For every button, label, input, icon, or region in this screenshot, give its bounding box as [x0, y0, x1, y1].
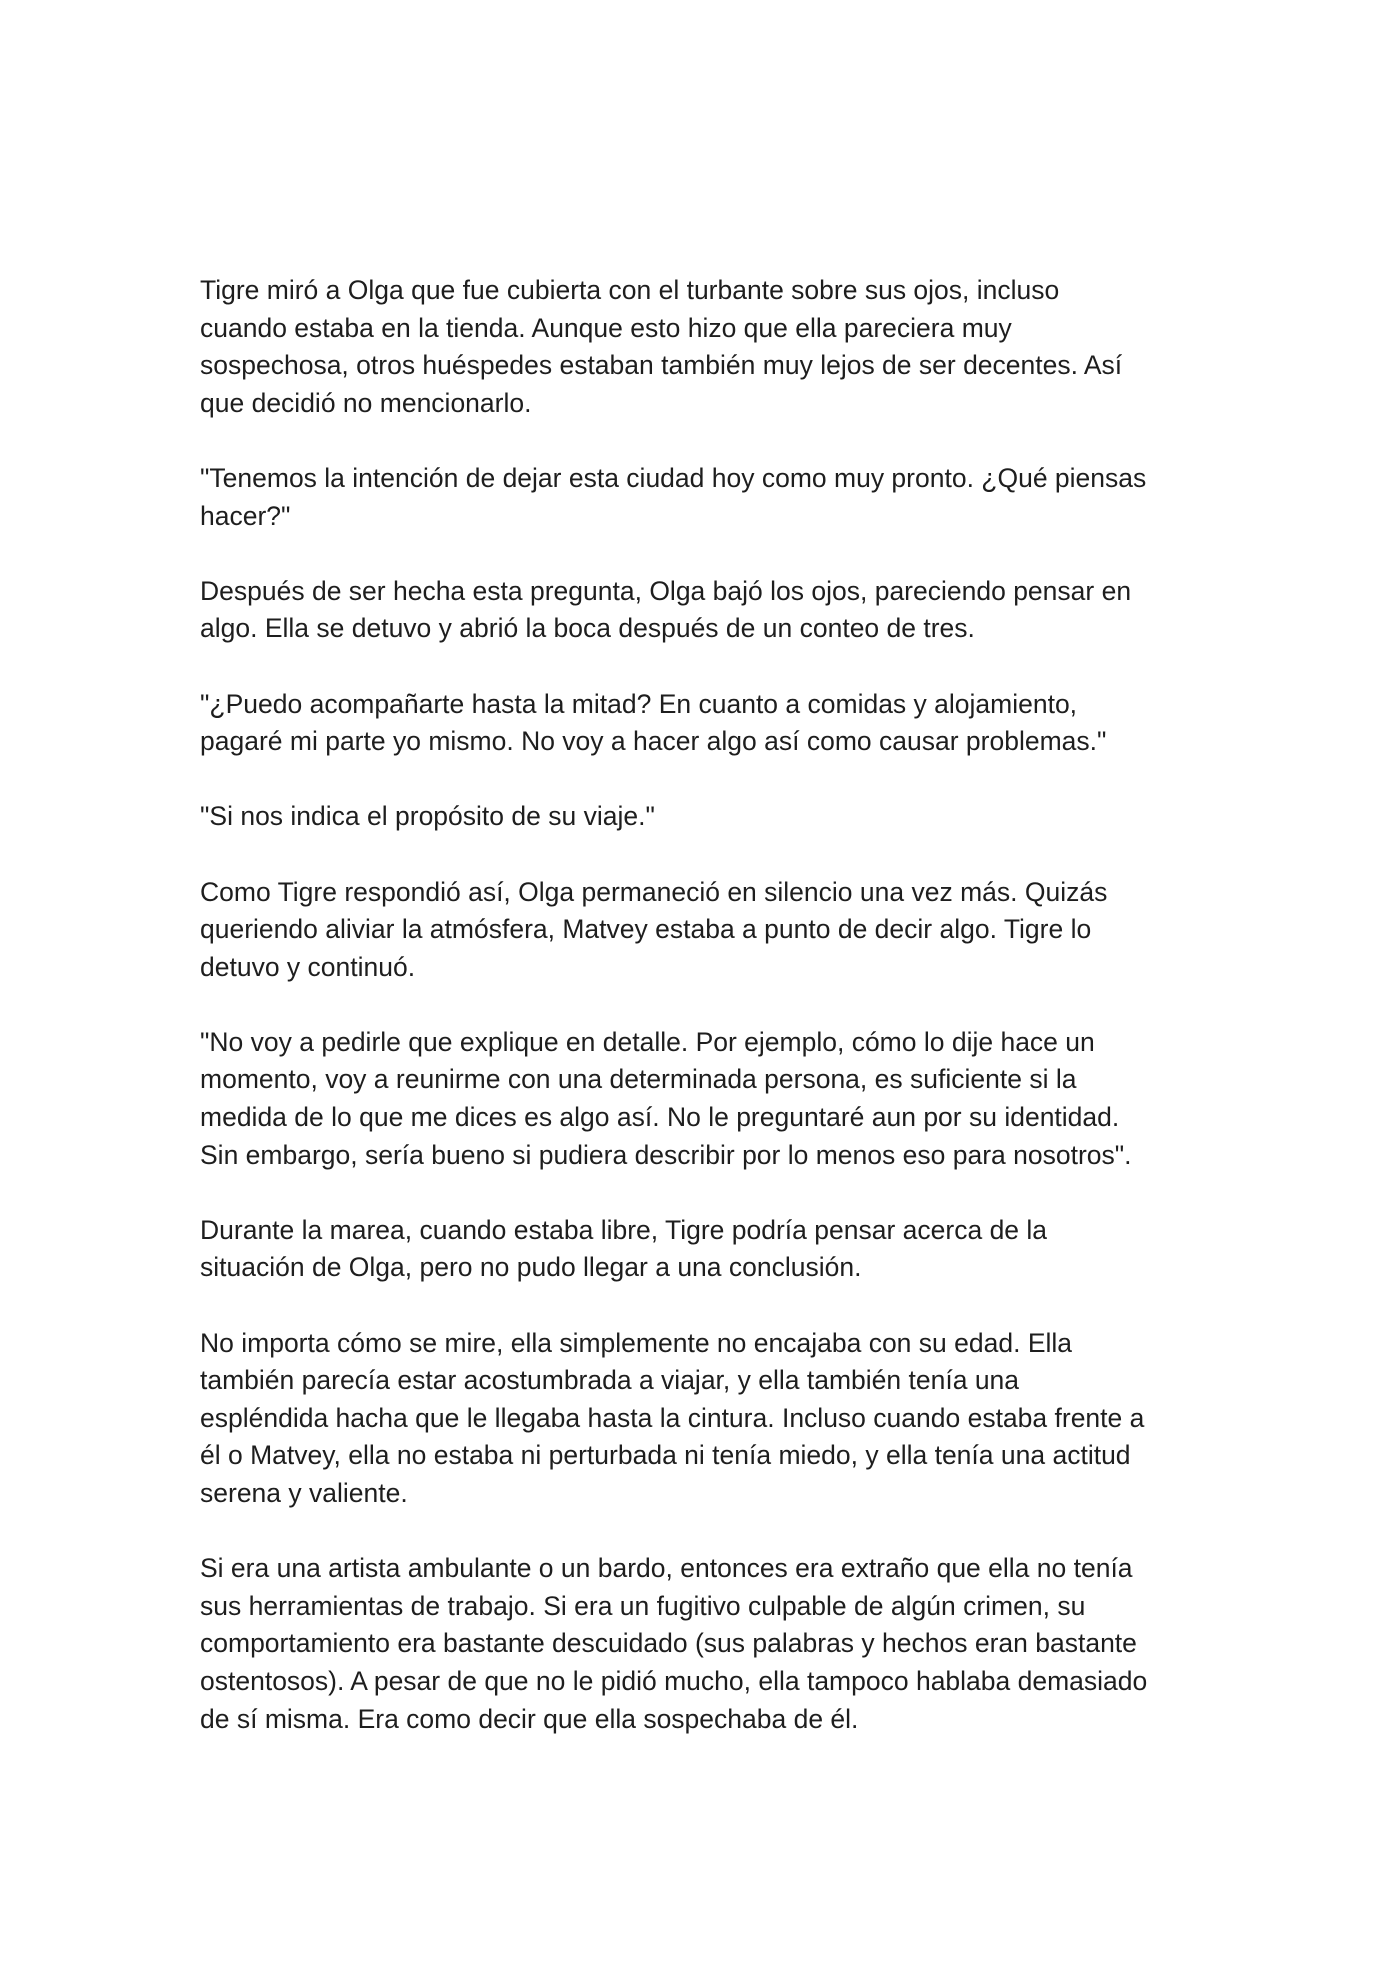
paragraph-3: Después de ser hecha esta pregunta, Olga bajó los ojos, pareciendo pensar en algo. Ella se detuvo y abrió la boca después de un conteo de tres. — [200, 575, 1132, 644]
paragraph-5: "Si nos indica el propósito de su viaje." — [200, 801, 655, 832]
paragraph-7: "No voy a pedirle que explique en detalle. Por ejemplo, cómo lo dije hace un momento, voy a reunirme con una determinada persona, es suficiente si la medida de lo que me dices es algo así. No le preguntaré aun por su identidad. Sin embargo, sería bueno si pudiera describir por lo menos eso para nosotros". — [200, 1026, 1132, 1170]
paragraph-10: Si era una artista ambulante o un bardo, entonces era extraño que ella no tenía sus herramientas de trabajo. Si era un fugitivo culpable de algún crimen, su comportamiento era bastante descuidado (sus palabras y hechos eran bastante ostentosos). A pesar de que no le pidió mucho, ella tampoco hablaba demasiado de sí misma. Era como decir que ella sospechaba de él. — [200, 1553, 1148, 1734]
paragraph-6: Como Tigre respondió así, Olga permaneció en silencio una vez más. Quizás queriendo aliviar la atmósfera, Matvey estaba a punto de decir algo. Tigre lo detuvo y continuó. — [200, 876, 1108, 982]
paragraph-4: "¿Puedo acompañarte hasta la mitad? En cuanto a comidas y alojamiento, pagaré mi parte yo mismo. No voy a hacer algo así como causar problemas." — [200, 688, 1107, 757]
paragraph-9: No importa cómo se mire, ella simplemente no encajaba con su edad. Ella también parecía estar acostumbrada a viajar, y ella también tenía una espléndida hacha que le llegaba hasta la cintura. Incluso cuando estaba frente a él o Matvey, ella no estaba ni perturbada ni tenía miedo, y ella tenía una actitud serena y valiente. — [200, 1327, 1145, 1508]
paragraph-8: Durante la marea, cuando estaba libre, Tigre podría pensar acerca de la situación de Olga, pero no pudo llegar a una conclusión. — [200, 1214, 1048, 1283]
document-page — [200, 272, 1210, 1738]
paragraph-2: "Tenemos la intención de dejar esta ciudad hoy como muy pronto. ¿Qué piensas hacer?" — [200, 462, 1147, 531]
paragraph-1: Tigre miró a Olga que fue cubierta con el turbante sobre sus ojos, incluso cuando estaba en la tienda. Aunque esto hizo que ella pareciera muy sospechosa, otros huéspedes estaban también muy lejos de ser decentes. Así que decidió no mencionarlo. — [200, 275, 1123, 418]
